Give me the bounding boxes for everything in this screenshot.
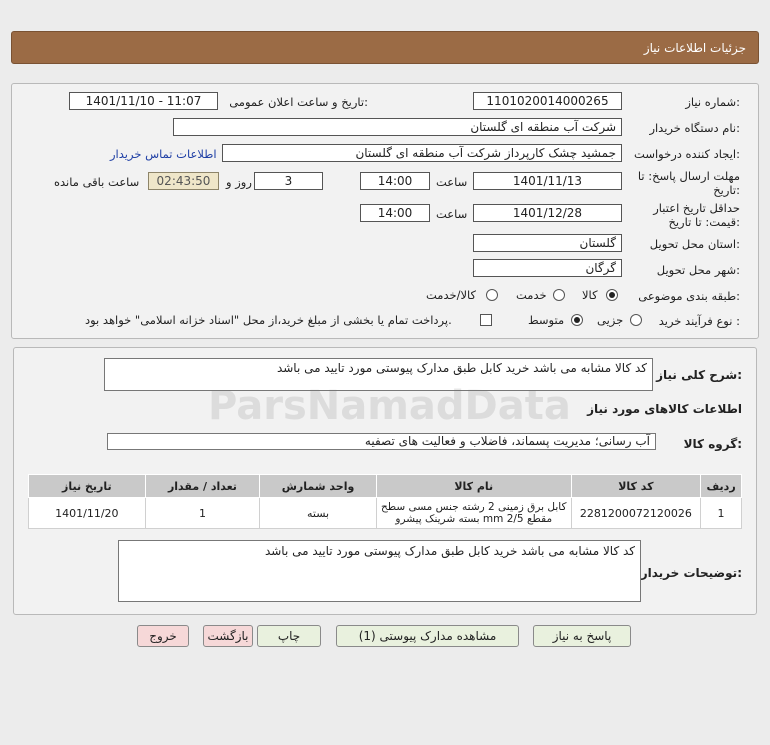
- category-radio-goods-service[interactable]: [486, 289, 498, 301]
- process-label: نوع فرآیند خرید :: [658, 314, 740, 328]
- col-date: تاریخ نیاز: [29, 475, 146, 498]
- days-label: روز و: [226, 175, 252, 189]
- cell-unit: بسته: [260, 498, 377, 529]
- treasury-note: پرداخت تمام یا بخشی از مبلغ خرید،از محل "اسناد خزانه اسلامی" خواهد بود.: [85, 313, 452, 327]
- col-row: ردیف: [701, 475, 742, 498]
- validity-date-field: 1401/12/28: [473, 204, 622, 222]
- creator-field: جمشید چشک کارپرداز شرکت آب منطقه ای گلستان: [222, 144, 622, 162]
- buyer-contact-link[interactable]: اطلاعات تماس خریدار: [110, 147, 217, 161]
- goods-info-title: اطلاعات کالاهای مورد نیاز: [587, 402, 742, 416]
- col-unit: واحد شمارش: [260, 475, 377, 498]
- table-row: [29, 498, 742, 529]
- reply-button[interactable]: پاسخ به نیاز: [533, 625, 631, 647]
- cell-code: 2281200072120026: [571, 498, 700, 529]
- category-label: طبقه بندی موضوعی:: [638, 289, 740, 303]
- cell-date: 1401/11/20: [29, 498, 146, 529]
- remaining-time-field: 02:43:50: [148, 172, 219, 190]
- cell-row: 1: [701, 498, 742, 529]
- city-label: شهر محل تحویل:: [656, 263, 740, 277]
- deadline-label: مهلت ارسال پاسخ: تا: [637, 169, 740, 183]
- announce-label: تاریخ و ساعت اعلان عمومی:: [229, 95, 368, 109]
- validity-label: حداقل تاریخ اعتبار: [653, 201, 740, 215]
- validity-time-field: 14:00: [360, 204, 430, 222]
- announce-datetime-field: 1401/11/10 - 11:07: [69, 92, 218, 110]
- province-field: گلستان: [473, 234, 622, 252]
- creator-label: ایجاد کننده درخواست:: [634, 147, 740, 161]
- category-option-goods-service: کالا/خدمت: [426, 288, 477, 302]
- buyer-org-label: نام دستگاه خریدار:: [649, 121, 740, 135]
- days-field: 3: [254, 172, 323, 190]
- category-option-goods: کالا: [582, 288, 598, 302]
- col-name: نام کالا: [376, 475, 571, 498]
- process-option-minor: جزیی: [597, 313, 624, 327]
- col-qty: تعداد / مقدار: [145, 475, 260, 498]
- category-radio-service[interactable]: [553, 289, 565, 301]
- print-button[interactable]: چاپ: [257, 625, 321, 647]
- need-number-field: 1101020014000265: [473, 92, 622, 110]
- page-title: جزئیات اطلاعات نیاز: [643, 41, 746, 55]
- process-radio-minor[interactable]: [630, 314, 642, 326]
- deadline-time-field: 14:00: [360, 172, 430, 190]
- process-radio-medium[interactable]: [571, 314, 583, 326]
- items-table-header: [29, 475, 742, 498]
- items-table: [28, 474, 742, 529]
- deadline-time-label: ساعت: [436, 175, 468, 189]
- col-code: کد کالا: [571, 475, 700, 498]
- exit-button[interactable]: خروج: [137, 625, 189, 647]
- remaining-label: ساعت باقی مانده: [54, 175, 140, 189]
- buyer-notes-field: کد کالا مشابه می باشد خرید کابل طبق مدارک پیوستی مورد تایید می باشد: [118, 540, 641, 602]
- city-field: گرگان: [473, 259, 622, 277]
- summary-field: کد کالا مشابه می باشد خرید کابل طبق مدارک پیوستی مورد تایید می باشد: [104, 358, 653, 391]
- treasury-checkbox[interactable]: [480, 314, 492, 326]
- province-label: استان محل تحویل:: [649, 237, 740, 251]
- deadline-label-date: تاریخ:: [713, 183, 740, 197]
- cell-qty: 1: [145, 498, 260, 529]
- category-option-service: خدمت: [516, 288, 547, 302]
- summary-label: شرح کلی نیاز:: [656, 368, 742, 382]
- process-option-medium: متوسط: [528, 313, 565, 327]
- validity-time-label: ساعت: [436, 207, 468, 221]
- page-header: [11, 31, 759, 64]
- need-number-label: شماره نیاز:: [685, 95, 740, 109]
- validity-label-date: قیمت: تا تاریخ:: [668, 215, 740, 229]
- goods-group-label: گروه کالا:: [683, 437, 742, 451]
- deadline-date-field: 1401/11/13: [473, 172, 622, 190]
- buyer-notes-label: توضیحات خریدار:: [640, 566, 742, 580]
- cell-name: کابل برق زمینی 2 رشته جنس مسی سطح مقطع mm 2/5 بسته شرینک پیشرو: [376, 498, 571, 529]
- goods-group-field: آب رسانی؛ مدیریت پسماند، فاضلاب و فعالیت های تصفیه: [107, 433, 656, 450]
- back-button[interactable]: بازگشت: [203, 625, 253, 647]
- view-docs-button[interactable]: مشاهده مدارک پیوستی (1): [336, 625, 519, 647]
- category-radio-goods[interactable]: [606, 289, 618, 301]
- buyer-org-field: شرکت آب منطقه ای گلستان: [173, 118, 622, 136]
